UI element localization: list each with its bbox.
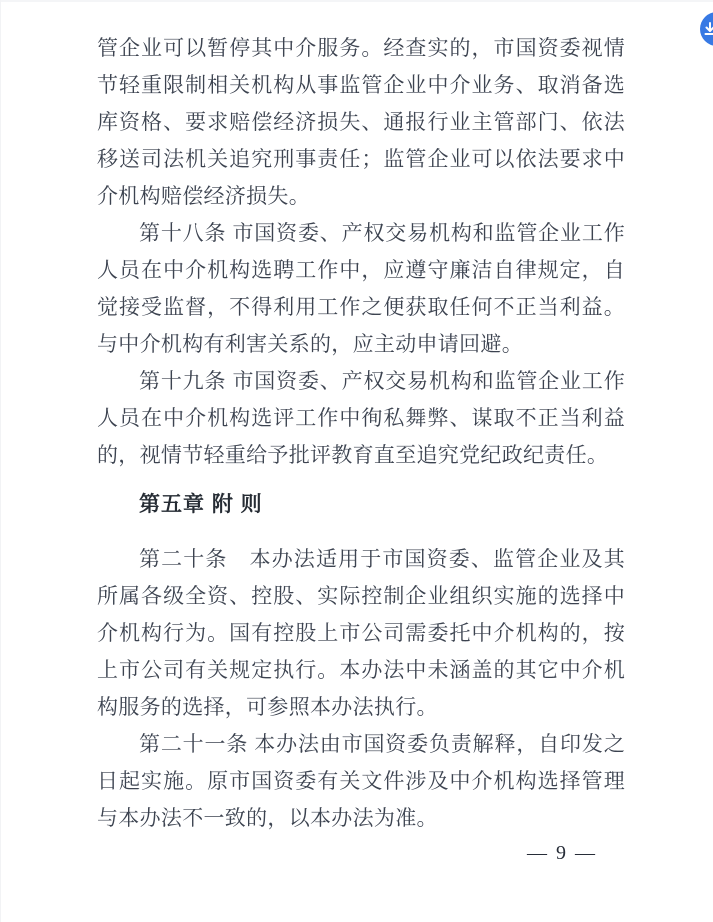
floating-action-button[interactable] <box>700 12 713 46</box>
paragraph-article-20: 第二十条 本办法适用于市国资委、监管企业及其所属各级全资、控股、实际控制企业组织实施的选择中介机构行为。国有控股上市公司需委托中介机构的，按上市公司有关规定执行。本办法中未涵盖的其它中介机构服务的选择，可参照本办法执行。 <box>97 547 625 719</box>
page-left-edge <box>0 0 1 922</box>
paragraph-article-21: 第二十一条 本办法由市国资委负责解释，自印发之日起实施。原市国资委有关文件涉及中介机构选择管理与本办法不一致的，以本办法为准。 <box>97 732 625 830</box>
paragraph-continuation: 管企业可以暂停其中介服务。经查实的，市国资委视情节轻重限制相关机构从事监管企业中介业务、取消备选库资格、要求赔偿经济损失、通报行业主管部门、依法移送司法机关追究刑事责任；监管企业可以依法要求中介机构赔偿经济损失。 <box>97 36 625 208</box>
page-number: — 9 — <box>527 842 597 864</box>
page-top-edge <box>0 0 713 2</box>
paragraph-article-18: 第十八条 市国资委、产权交易机构和监管企业工作人员在中介机构选聘工作中，应遵守廉洁自律规定，自觉接受监督，不得利用工作之便获取任何不正当利益。与中介机构有利害关系的，应主动申请回避。 <box>97 221 625 356</box>
document-page <box>97 30 625 837</box>
download-icon <box>702 21 713 37</box>
paragraph-article-19: 第十九条 市国资委、产权交易机构和监管企业工作人员在中介机构选评工作中徇私舞弊、谋取不正当利益的，视情节轻重给予批评教育直至追究党纪政纪责任。 <box>97 369 625 467</box>
chapter-heading: 第五章 附 则 <box>139 493 263 516</box>
